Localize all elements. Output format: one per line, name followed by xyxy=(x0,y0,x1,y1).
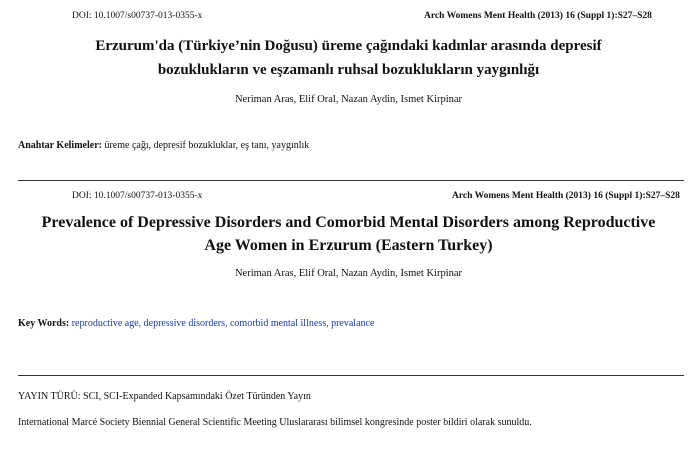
turkish-authors: Neriman Aras, Elif Oral, Nazan Aydin, Ismet Kirpinar xyxy=(234,94,463,105)
english-keywords xyxy=(18,318,374,329)
conference-note: International Marcé Society Biennial General Scientific Meeting Uluslararası bilimsel kongresinde poster bildiri olarak sunuldu. xyxy=(18,417,532,428)
turkish-journal-citation: Arch Womens Ment Health (2013) 16 (Suppl 1):S27–S28 xyxy=(424,11,652,21)
turkish-keywords xyxy=(18,140,309,151)
turkish-title-line-2: bozuklukların ve eşzamanlı ruhsal bozuklukların yaygınlığı xyxy=(157,62,540,78)
english-title-line-2: Age Women in Erzurum (Eastern Turkey) xyxy=(204,237,493,254)
publication-type: YAYIN TÜRÜ: SCI, SCI-Expanded Kapsamındaki Özet Türünden Yayın xyxy=(18,391,311,402)
english-doi: DOI: 10.1007/s00737-013-0355-x xyxy=(72,191,203,201)
english-authors: Neriman Aras, Elif Oral, Nazan Aydin, Ismet Kirpinar xyxy=(234,268,463,279)
section-divider-bottom xyxy=(18,375,684,376)
turkish-keywords-value: üreme çağı, depresif bozukluklar, eş tanı, yaygınlık xyxy=(101,140,310,151)
turkish-doi: DOI: 10.1007/s00737-013-0355-x xyxy=(72,11,203,21)
section-divider-top xyxy=(18,180,684,181)
english-journal-citation: Arch Womens Ment Health (2013) 16 (Suppl 1):S27–S28 xyxy=(452,191,680,201)
turkish-keywords-label: Anahtar Kelimeler: xyxy=(18,140,102,151)
english-title-line-1: Prevalence of Depressive Disorders and Comorbid Mental Disorders among Reproductive xyxy=(41,214,656,231)
english-keywords-label: Key Words: xyxy=(18,318,70,329)
english-keywords-value: reproductive age, depressive disorders, comorbid mental illness, prevalance xyxy=(69,318,375,329)
turkish-title-line-1: Erzurum'da (Türkiye’nin Doğusu) üreme çağındaki kadınlar arasında depresif xyxy=(95,38,602,54)
